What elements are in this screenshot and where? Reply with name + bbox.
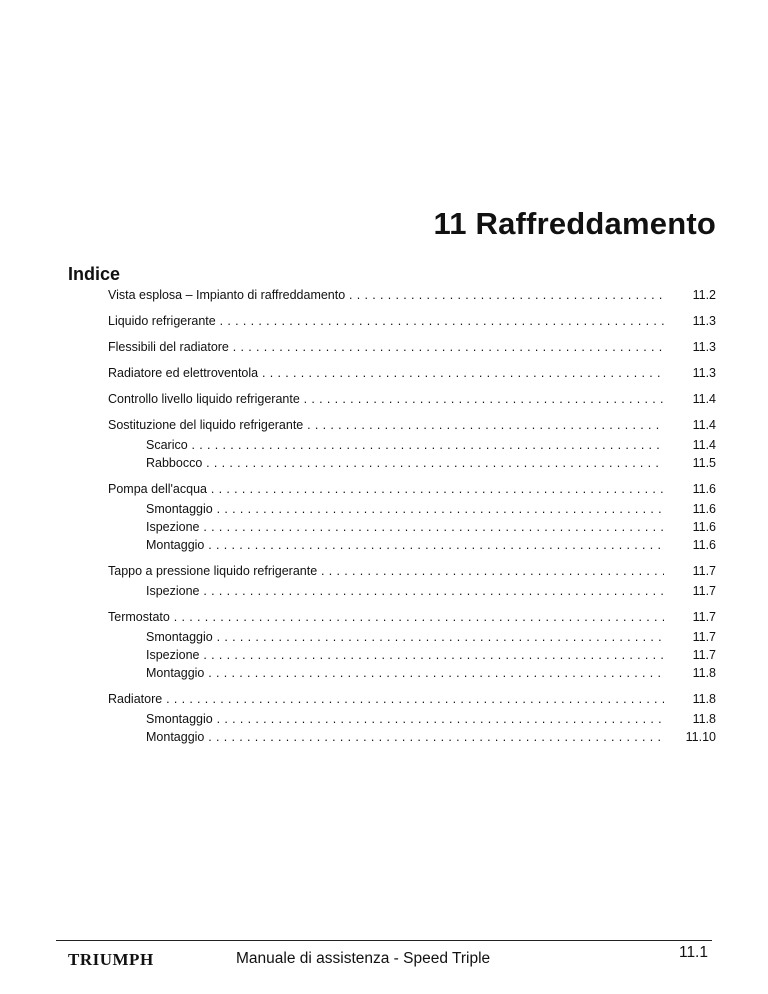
toc-entry-label: Liquido refrigerante . . .: [108, 314, 664, 328]
toc-subentry[interactable]: [108, 456, 716, 474]
toc-subentry[interactable]: [108, 538, 716, 556]
toc-entry-label: Controllo livello liquido refrigerante . . .: [108, 392, 664, 406]
toc-entry-page: 11.8: [692, 712, 716, 726]
toc-entry-page: 11.7: [692, 648, 716, 662]
toc-entry-page: 11.3: [692, 314, 716, 328]
toc-entry[interactable]: [108, 392, 716, 410]
toc-subentry[interactable]: [108, 438, 716, 456]
toc-entry-page: 11.7: [692, 610, 716, 624]
toc-entry-label: Radiatore . . .: [108, 692, 664, 706]
toc-entry[interactable]: [108, 288, 716, 306]
toc-entry-page: 11.6: [692, 538, 716, 552]
toc-entry-label: Smontaggio . . .: [146, 502, 664, 516]
toc-subentry[interactable]: [108, 730, 716, 748]
toc-entry-label: Vista esplosa – Impianto di raffreddamento . . .: [108, 288, 664, 302]
page-number: 11.1: [678, 944, 708, 961]
toc-entry-label: Montaggio . . .: [146, 666, 664, 680]
toc-entry-page: 11.4: [692, 438, 716, 452]
toc-entry-label: Ispezione . . .: [146, 584, 664, 598]
toc-entry-page: 11.7: [692, 564, 716, 578]
toc-entry[interactable]: [108, 482, 716, 500]
footer-divider: [56, 940, 712, 941]
toc-entry-label: Rabbocco . . .: [146, 456, 664, 470]
toc-entry-page: 11.7: [692, 630, 716, 644]
toc-entry-label: Tappo a pressione liquido refrigerante . . .: [108, 564, 664, 578]
toc-subentry[interactable]: [108, 520, 716, 538]
toc-entry-label: Termostato . . .: [108, 610, 664, 624]
chapter-title: 11 Raffreddamento: [433, 206, 716, 241]
index-heading: Indice: [68, 264, 121, 284]
toc-entry-page: 11.7: [692, 584, 716, 598]
toc-entry-page: 11.8: [692, 666, 716, 680]
toc-entry-page: 11.10: [685, 730, 716, 744]
toc-subentry[interactable]: [108, 584, 716, 602]
toc-entry-label: Ispezione . . .: [146, 520, 664, 534]
toc-entry-page: 11.3: [692, 366, 716, 380]
toc-entry-label: Montaggio . . .: [146, 730, 664, 744]
table-of-contents: [108, 288, 716, 748]
toc-entry-page: 11.4: [692, 418, 716, 432]
toc-entry-label: Ispezione . . .: [146, 648, 664, 662]
toc-entry-label: Smontaggio . . .: [146, 712, 664, 726]
manual-title: Manuale di assistenza - Speed Triple: [236, 950, 491, 967]
toc-entry-page: 11.3: [692, 340, 716, 354]
toc-entry[interactable]: [108, 564, 716, 582]
toc-entry[interactable]: [108, 314, 716, 332]
toc-entry-label: Scarico . . .: [146, 438, 664, 452]
toc-entry-label: Pompa dell'acqua . . .: [108, 482, 664, 496]
toc-entry-label: Montaggio . . .: [146, 538, 664, 552]
toc-entry[interactable]: [108, 692, 716, 710]
toc-entry-label: Sostituzione del liquido refrigerante . . .: [108, 418, 664, 432]
toc-subentry[interactable]: [108, 502, 716, 520]
toc-subentry[interactable]: [108, 648, 716, 666]
toc-entry-page: 11.8: [692, 692, 716, 706]
toc-entry-page: 11.6: [692, 502, 716, 516]
toc-entry[interactable]: [108, 366, 716, 384]
toc-entry-page: 11.2: [692, 288, 716, 302]
toc-entry[interactable]: [108, 340, 716, 358]
toc-subentry[interactable]: [108, 666, 716, 684]
toc-subentry[interactable]: [108, 630, 716, 648]
toc-entry[interactable]: [108, 418, 716, 436]
toc-entry-page: 11.6: [692, 520, 716, 534]
toc-entry-page: 11.4: [692, 392, 716, 406]
toc-subentry[interactable]: [108, 712, 716, 730]
toc-entry-label: Smontaggio . . .: [146, 630, 664, 644]
toc-entry-page: 11.6: [692, 482, 716, 496]
triumph-logo: TRIUMPH: [68, 950, 154, 969]
toc-entry-label: Radiatore ed elettroventola . . .: [108, 366, 664, 380]
toc-entry-label: Flessibili del radiatore . . .: [108, 340, 664, 354]
toc-entry-page: 11.5: [692, 456, 716, 470]
toc-entry[interactable]: [108, 610, 716, 628]
